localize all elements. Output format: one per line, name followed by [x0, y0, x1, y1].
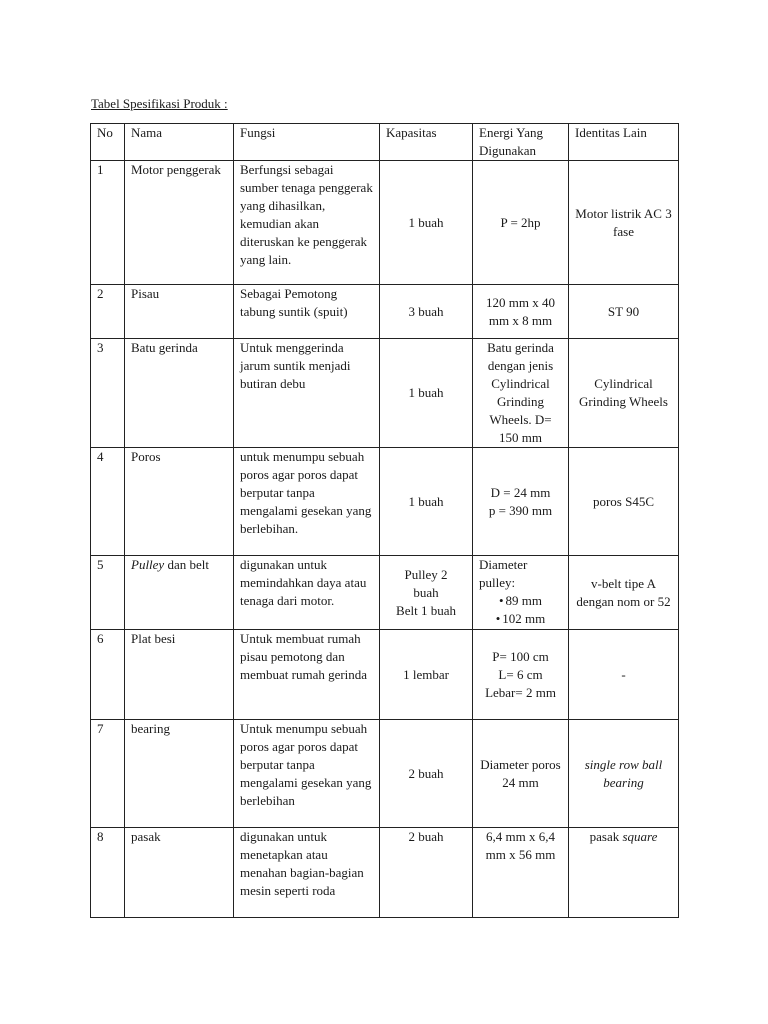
cell-no: 3	[91, 339, 125, 448]
cell-identitas: single row ball bearing	[569, 720, 679, 828]
identitas-plain: pasak	[589, 829, 623, 844]
cell-fungsi: Berfungsi sebagai sumber tenaga penggerak yang dihasilkan, kemudian akan diteruskan ke penggerak yang lain.	[234, 161, 380, 285]
cell-fungsi: Sebagai Pemotong tabung suntik (spuit)	[234, 285, 380, 339]
header-no: No	[91, 124, 125, 161]
cell-no: 4	[91, 448, 125, 556]
cell-nama: Plat besi	[125, 630, 234, 720]
kapasitas-line: Pulley 2	[404, 566, 448, 582]
table-row	[91, 285, 679, 339]
table-row	[91, 828, 679, 918]
table-row	[91, 720, 679, 828]
cell-no: 1	[91, 161, 125, 285]
cell-kapasitas: 1 buah	[380, 161, 473, 285]
cell-fungsi: digunakan untuk menetapkan atau menahan bagian-bagian mesin seperti roda	[234, 828, 380, 918]
energi-item-text: 89 mm	[505, 593, 543, 608]
cell-no: 7	[91, 720, 125, 828]
cell-kapasitas: 3 buah	[380, 285, 473, 339]
cell-fungsi: Untuk menumpu sebuah poros agar poros dapat berputar tanpa mengalami gesekan yang berlebihan	[234, 720, 380, 828]
header-identitas: Identitas Lain	[569, 124, 679, 161]
energi-label: Diameter pulley:	[479, 557, 528, 590]
cell-fungsi: untuk menumpu sebuah poros agar poros dapat berputar tanpa mengalami gesekan yang berlebihan.	[234, 448, 380, 556]
cell-nama	[125, 556, 234, 630]
cell-nama: Poros	[125, 448, 234, 556]
identitas-italic: square	[622, 829, 658, 844]
nama-rest: dan belt	[164, 557, 209, 572]
table-row	[91, 161, 679, 285]
energi-list	[479, 592, 562, 628]
table-title: Tabel Spesifikasi Produk :	[91, 96, 228, 111]
cell-nama: Pisau	[125, 285, 234, 339]
cell-no: 2	[91, 285, 125, 339]
energi-line: L= 6 cm	[498, 666, 543, 682]
cell-no: 8	[91, 828, 125, 918]
header-row	[91, 124, 679, 161]
header-energi: Energi Yang Digunakan	[473, 124, 569, 161]
cell-kapasitas: 2 buah	[380, 828, 473, 918]
energi-list-item	[479, 610, 562, 628]
cell-identitas: -	[569, 630, 679, 720]
cell-energi	[473, 630, 569, 720]
cell-fungsi: Untuk menggerinda jarum suntik menjadi butiran debu	[234, 339, 380, 448]
cell-identitas: Cylindrical Grinding Wheels	[569, 339, 679, 448]
cell-kapasitas: 2 buah	[380, 720, 473, 828]
table-row	[91, 630, 679, 720]
cell-nama: Motor penggerak	[125, 161, 234, 285]
cell-nama: bearing	[125, 720, 234, 828]
energi-item-text: 102 mm	[502, 611, 546, 626]
cell-no: 6	[91, 630, 125, 720]
cell-kapasitas: 1 lembar	[380, 630, 473, 720]
cell-kapasitas	[380, 556, 473, 630]
cell-energi	[473, 556, 569, 630]
energi-line: P= 100 cm	[492, 648, 549, 664]
nama-italic: Pulley	[131, 557, 165, 572]
cell-nama: pasak	[125, 828, 234, 918]
cell-identitas: v-belt tipe A dengan nom or 52	[569, 556, 679, 630]
energi-line: p = 390 mm	[488, 502, 553, 518]
cell-energi: P = 2hp	[473, 161, 569, 285]
cell-energi: 6,4 mm x 6,4 mm x 56 mm	[473, 828, 569, 918]
kapasitas-line: Belt 1 buah	[396, 602, 456, 618]
cell-fungsi: digunakan untuk memindahkan daya atau tenaga dari motor.	[234, 556, 380, 630]
header-kapasitas: Kapasitas	[380, 124, 473, 161]
cell-no: 5	[91, 556, 125, 630]
cell-identitas: Motor listrik AC 3 fase	[569, 161, 679, 285]
cell-fungsi: Untuk membuat rumah pisau pemotong dan membuat rumah gerinda	[234, 630, 380, 720]
cell-identitas: ST 90	[569, 285, 679, 339]
cell-identitas	[569, 828, 679, 918]
cell-kapasitas: 1 buah	[380, 448, 473, 556]
cell-nama: Batu gerinda	[125, 339, 234, 448]
table-row	[91, 556, 679, 630]
cell-energi: Batu gerinda dengan jenis Cylindrical Grinding Wheels. D= 150 mm	[473, 339, 569, 448]
energi-line: Lebar= 2 mm	[485, 684, 556, 700]
table-row	[91, 339, 679, 448]
energi-line: D = 24 mm	[490, 484, 551, 500]
cell-kapasitas: 1 buah	[380, 339, 473, 448]
cell-identitas: poros S45C	[569, 448, 679, 556]
cell-energi: Diameter poros 24 mm	[473, 720, 569, 828]
spec-table	[90, 123, 679, 918]
energi-list-item	[479, 592, 562, 610]
header-nama: Nama	[125, 124, 234, 161]
table-row	[91, 448, 679, 556]
cell-energi: 120 mm x 40 mm x 8 mm	[473, 285, 569, 339]
header-fungsi: Fungsi	[234, 124, 380, 161]
cell-energi	[473, 448, 569, 556]
kapasitas-line: buah	[413, 584, 439, 600]
